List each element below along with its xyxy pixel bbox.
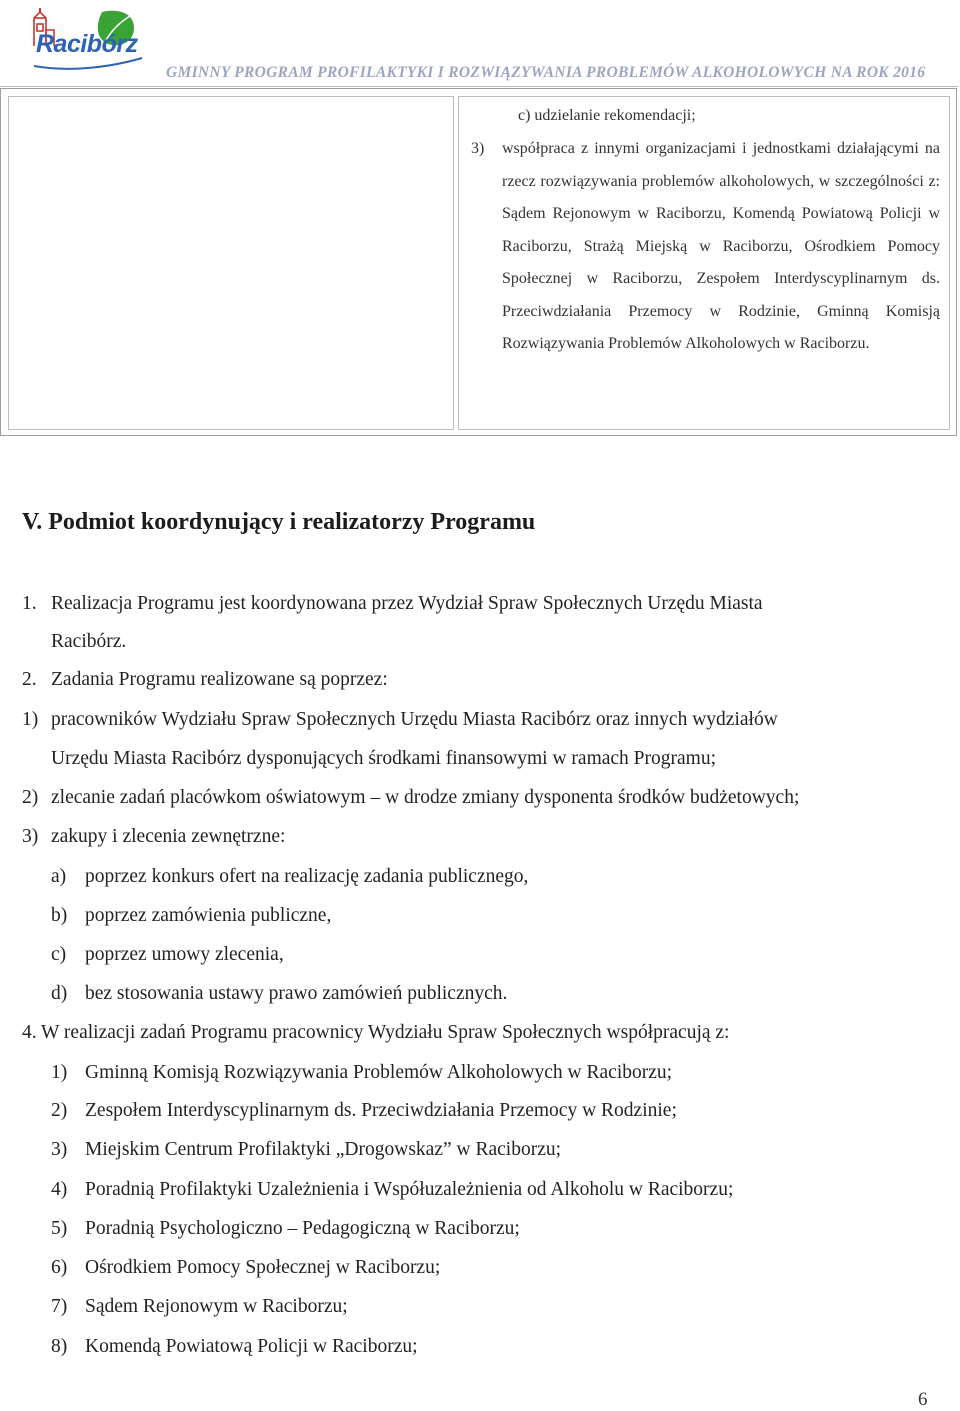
list4-item-1-text: Gminną Komisją Rozwiązywania Problemów Alkoholowych w Raciborzu; — [85, 1062, 673, 1083]
list2-item-2-text: zlecanie zadań placówkom oświatowym – w drodze zmiany dysponenta środków budżetowych; — [51, 787, 800, 808]
page-number: 6 — [918, 1389, 928, 1410]
list4-item-7-text: Sądem Rejonowym w Raciborzu; — [85, 1296, 348, 1317]
sub-item-a-number: a) — [51, 866, 67, 887]
paragraph-1-number: 1. — [22, 593, 37, 614]
sub-item-b-text: poprzez zamówienia publiczne, — [85, 905, 332, 926]
list4-item-5-text: Poradnią Psychologiczno – Pedagogiczną w Raciborzu; — [85, 1218, 520, 1239]
list4-item-6-text: Ośrodkiem Pomocy Społecznej w Raciborzu; — [85, 1257, 441, 1278]
table-item-3-text: współpraca z innymi organizacjami i jednostkami działającymi na rzecz rozwiązywania problemów alkoholowych, w szczególności z: Sądem Rejonowym w Raciborzu, Komendą Powiatową Policji w Raciborzu, Strażą Miejską w Raciborzu, Ośrodkiem Pomocy Społecznej w Raciborzu, Zespołem Interdyscyplinarnym ds. Przeciwdziałania Przemocy w Rodzinie, Gminną Komisją Rozwiązywania Problemów Alkoholowych w Raciborzu. — [502, 140, 940, 352]
list4-item-4-text: Poradnią Profilaktyki Uzależnienia i Współuzależnienia od Alkoholu w Raciborzu; — [85, 1179, 734, 1200]
list4-item-8-number: 8) — [51, 1336, 68, 1357]
list2-item-3-number: 3) — [22, 826, 39, 847]
list4-item-7-number: 7) — [51, 1296, 68, 1317]
sub-item-a-text: poprzez konkurs ofert na realizację zadania publicznego, — [85, 866, 529, 887]
header-divider — [0, 86, 958, 87]
list2-item-3-text: zakupy i zlecenia zewnętrzne: — [51, 826, 286, 847]
table-item-3-number: 3) — [471, 140, 485, 157]
list4-item-8-text: Komendą Powiatową Policji w Raciborzu; — [85, 1336, 418, 1357]
paragraph-1-line-1: Realizacja Programu jest koordynowana przez Wydział Spraw Społecznych Urzędu Miasta — [51, 593, 763, 614]
section-title: V. Podmiot koordynujący i realizatorzy Programu — [22, 509, 536, 535]
paragraph-4-text: W realizacji zadań Programu pracownicy Wydziału Spraw Społecznych współpracują z: — [41, 1022, 730, 1043]
list4-item-4-number: 4) — [51, 1179, 68, 1200]
paragraph-1-line-2: Racibórz. — [51, 631, 127, 652]
list4-item-3-number: 3) — [51, 1139, 68, 1160]
table-item-c: c) udzielanie rekomendacji; — [518, 107, 696, 124]
list4-item-6-number: 6) — [51, 1257, 68, 1278]
list4-item-5-number: 5) — [51, 1218, 68, 1239]
paragraph-2-text: Zadania Programu realizowane są poprzez: — [51, 669, 388, 690]
list4-item-2-number: 2) — [51, 1100, 68, 1121]
list2-item-1-number: 1) — [22, 709, 39, 730]
list4-item-2-text: Zespołem Interdyscyplinarnym ds. Przeciwdziałania Przemocy w Rodzinie; — [85, 1100, 677, 1121]
sub-item-c-text: poprzez umowy zlecenia, — [85, 944, 284, 965]
header-title: GMINNY PROGRAM PROFILAKTYKI I ROZWIĄZYWANIA PROBLEMÓW ALKOHOLOWYCH NA ROK 2016 — [166, 64, 926, 81]
table-left-cell — [8, 96, 454, 430]
sub-item-d-text: bez stosowania ustawy prawo zamówień publicznych. — [85, 983, 508, 1004]
list4-item-1-number: 1) — [51, 1062, 68, 1083]
paragraph-2-number: 2. — [22, 669, 37, 690]
list4-item-3-text: Miejskim Centrum Profilaktyki „Drogowskaz” w Raciborzu; — [85, 1139, 562, 1160]
list2-item-1-line-2: Urzędu Miasta Racibórz dysponujących środkami finansowymi w ramach Programu; — [51, 748, 716, 769]
list2-item-2-number: 2) — [22, 787, 39, 808]
paragraph-4-number: 4. — [22, 1022, 37, 1043]
logo-text: Racibórz — [36, 30, 138, 58]
list2-item-1-line-1: pracowników Wydziału Spraw Społecznych Urzędu Miasta Racibórz oraz innych wydziałów — [51, 709, 778, 730]
sub-item-b-number: b) — [51, 905, 68, 926]
sub-item-d-number: d) — [51, 983, 68, 1004]
sub-item-c-number: c) — [51, 944, 67, 965]
